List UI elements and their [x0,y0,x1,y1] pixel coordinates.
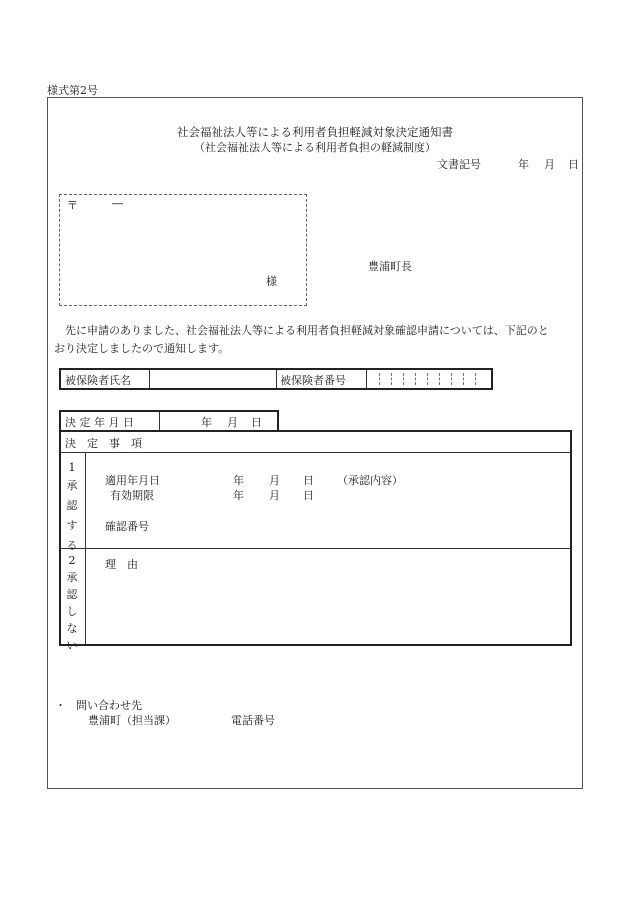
reject-side-label [65,553,79,653]
reject-side-char: 認 [66,588,78,601]
digit-cell-divider [451,373,452,385]
validity-label: 有効期限 [110,489,154,502]
validity-month: 月 [269,489,280,502]
approve-side-char: 承 [66,479,78,492]
reject-side-char: 2 [68,554,76,567]
validity-year: 年 [233,489,244,502]
decision-year: 年 [201,416,212,429]
divider [159,412,160,430]
divider [61,452,570,453]
decision-items-header: 決 定 事 項 [65,437,142,450]
approve-side-char: す [66,519,78,532]
contact-heading: 問い合わせ先 [76,699,142,712]
approve-side-char: 認 [66,499,78,512]
form-number: 様式第2号 [47,84,98,97]
reject-side-char: 承 [66,571,78,584]
digit-cell-divider [391,373,392,385]
decision-date-table [59,410,279,432]
approval-content-label: （承認内容） [337,474,403,487]
contact-department: 豊浦町（担当課） [88,714,176,727]
honorific: 様 [266,275,277,288]
divider [276,370,277,388]
address-box [59,194,307,306]
reason-label: 理 由 [105,558,138,571]
digit-cell-divider [475,373,476,385]
applied-date-label: 適用年月日 [105,474,160,487]
applied-day: 日 [303,474,314,487]
postal-mark: 〒 [67,199,78,212]
digit-cell-divider [379,373,380,385]
reject-side-char: し [66,605,78,618]
reject-side-char: い [66,639,78,652]
document-subtitle: （社会福祉法人等による利用者負担の軽減制度） [194,141,436,154]
contact-phone-label: 電話番号 [231,714,275,727]
applied-month: 月 [269,474,280,487]
approve-side-char: 1 [68,461,76,474]
decision-date-label: 決 定 年 月 日 [65,416,134,429]
issuer-name: 豊浦町長 [368,260,412,273]
decision-items-table [59,430,572,652]
divider [149,370,150,388]
contact-bullet: ・ [55,699,66,712]
insured-name-label: 被保険者氏名 [65,374,131,387]
body-text-line2: おり決定しましたので通知します。 [54,342,230,355]
divider [61,548,570,549]
digit-cell-divider [403,373,404,385]
reject-side-char: な [66,622,78,635]
digit-cell-divider [427,373,428,385]
header-year: 年 [518,158,529,171]
divider [366,370,367,388]
approve-side-label [65,460,79,554]
document-number-label: 文書記号 [437,158,481,171]
digit-cell-divider [463,373,464,385]
divider [85,452,86,644]
insured-number-label: 被保険者番号 [280,374,346,387]
insured-info-table [59,368,493,390]
decision-month: 月 [227,416,238,429]
header-day: 日 [568,158,579,171]
validity-day: 日 [303,489,314,502]
approve-side-char: る [66,539,78,552]
body-text-line1: 先に申請のありました、社会福祉法人等による利用者負担軽減対象確認申請については、下記のと [65,324,549,337]
document-title: 社会福祉法人等による利用者負担軽減対象決定通知書 [177,125,453,139]
digit-cell-divider [439,373,440,385]
decision-day: 日 [251,416,262,429]
applied-year: 年 [233,474,244,487]
digit-cell-divider [415,373,416,385]
postal-dash: ― [112,197,123,210]
confirmation-number-label: 確認番号 [105,520,149,533]
header-month: 月 [544,158,555,171]
